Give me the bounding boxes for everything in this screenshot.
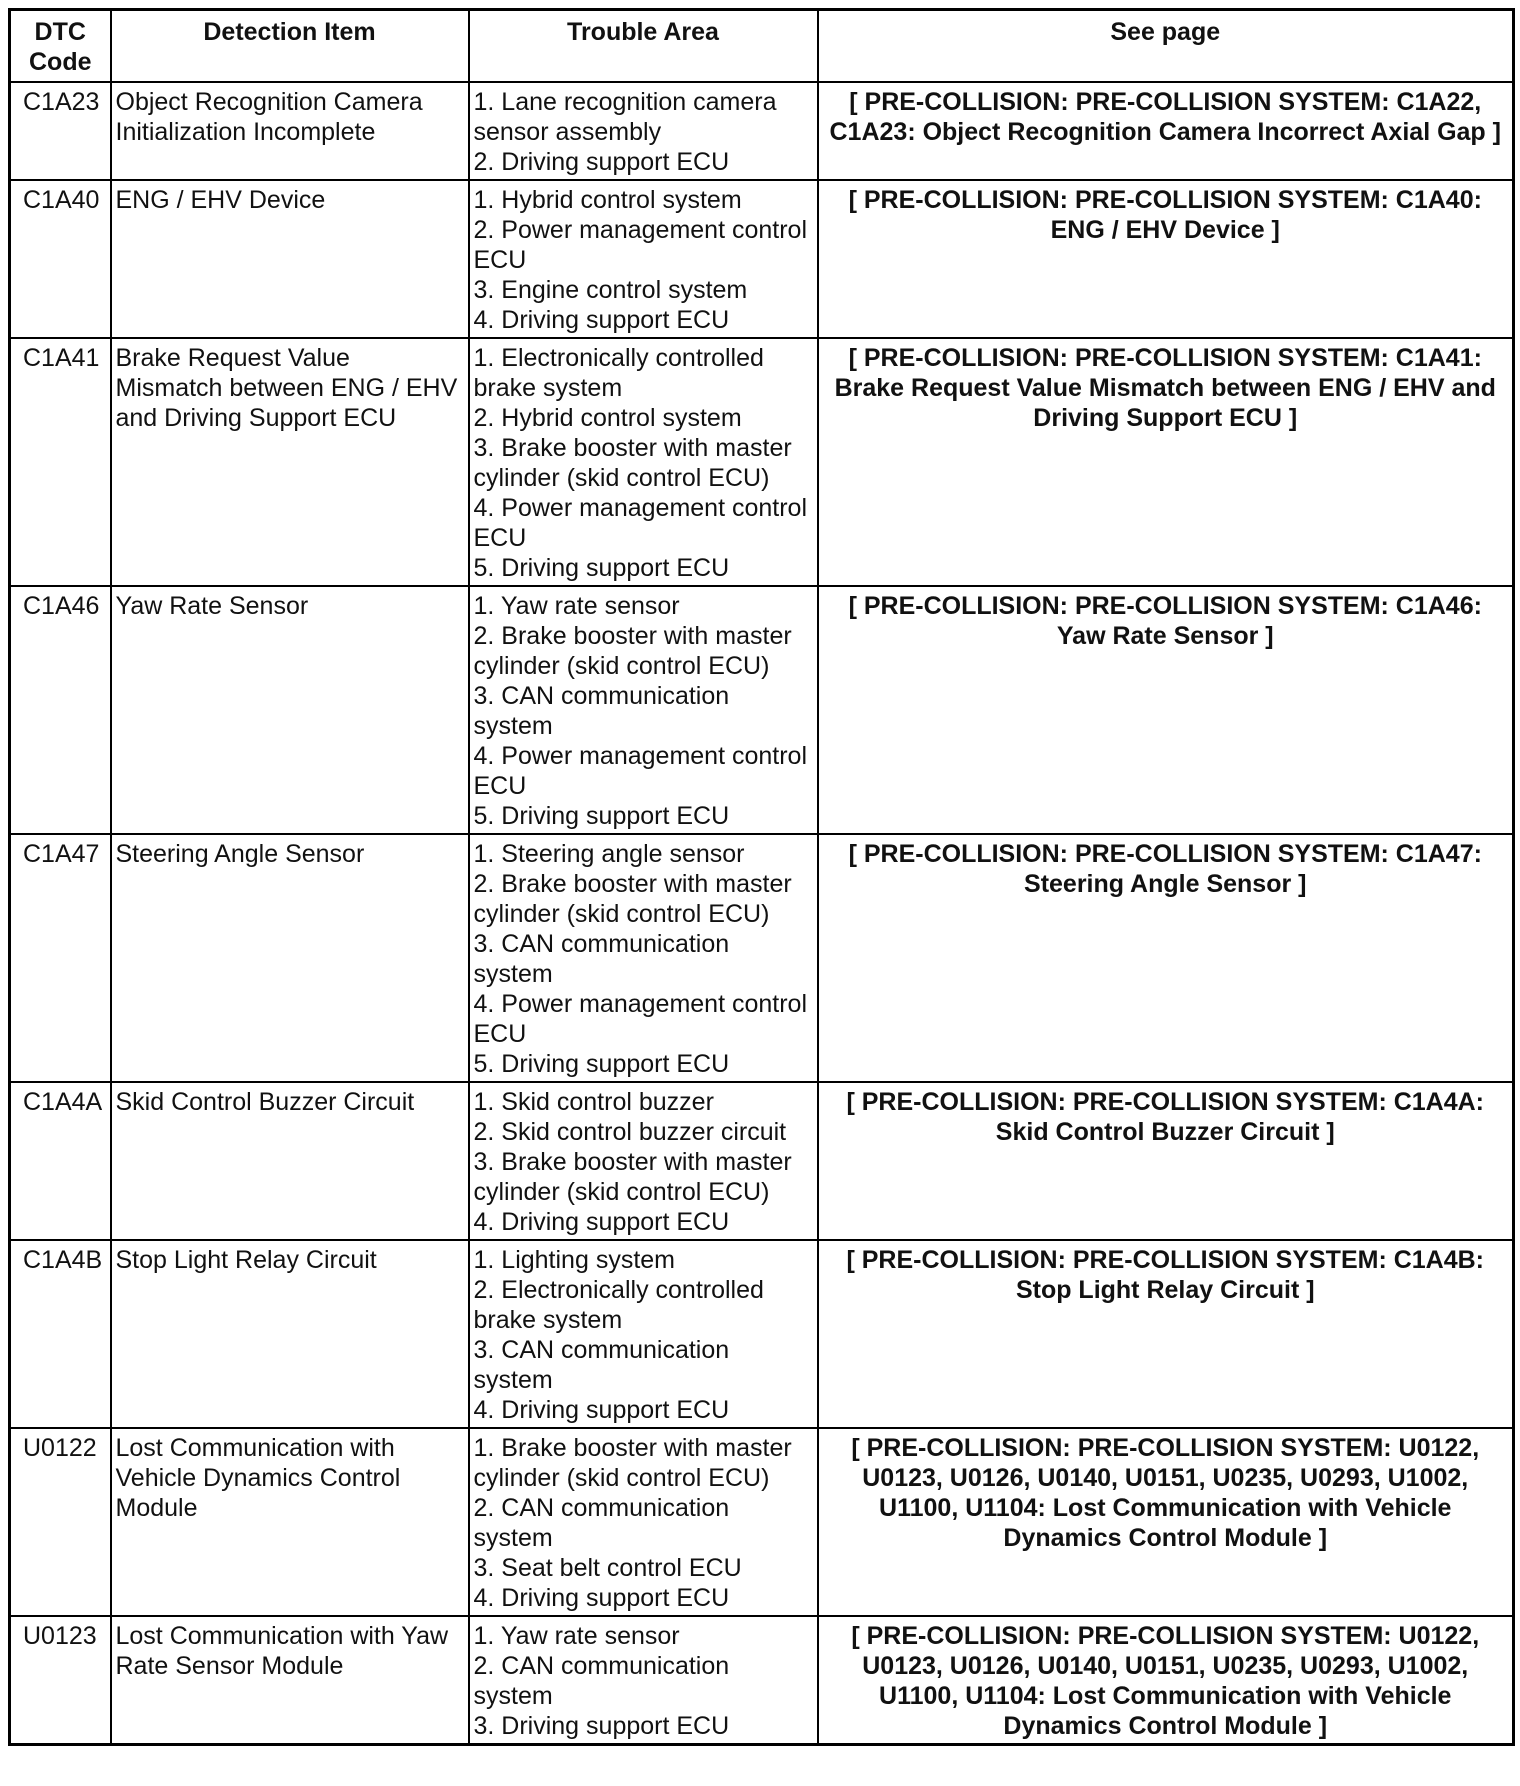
see-page-link[interactable]: [ PRE-COLLISION: PRE-COLLISION SYSTEM: C1A47: Steering Angle Sensor ]	[818, 834, 1514, 1082]
trouble-area-item: 2. Brake booster with master cylinder (skid control ECU)	[473, 622, 792, 680]
table-row	[10, 1240, 1514, 1428]
trouble-area-cell	[469, 586, 818, 834]
table-row	[10, 834, 1514, 1082]
trouble-area-item: 3. Seat belt control ECU	[473, 1554, 742, 1582]
trouble-area-item: 5. Driving support ECU	[473, 1050, 730, 1078]
trouble-area-item: 3. CAN communication system	[473, 1336, 730, 1394]
trouble-area-item: 4. Power management control ECU	[473, 742, 808, 800]
trouble-area-item: 2. Driving support ECU	[473, 148, 730, 176]
dtc-code-cell: C1A4A	[10, 1082, 111, 1240]
header-row	[10, 10, 1514, 83]
trouble-area-item: 1. Lane recognition camera sensor assembly	[473, 88, 777, 146]
detection-item-cell: Lost Communication with Vehicle Dynamics Control Module	[111, 1428, 469, 1616]
trouble-area-item: 4. Power management control ECU	[473, 990, 808, 1048]
trouble-area-item: 2. CAN communication system	[473, 1652, 730, 1710]
trouble-area-cell	[469, 834, 818, 1082]
table-row	[10, 1616, 1514, 1745]
trouble-area-item: 2. Brake booster with master cylinder (skid control ECU)	[473, 870, 792, 928]
dtc-table	[8, 8, 1515, 1746]
trouble-area-cell	[469, 1082, 818, 1240]
table-row	[10, 82, 1514, 180]
trouble-area-item: 1. Steering angle sensor	[473, 840, 745, 868]
detection-item-cell: Steering Angle Sensor	[111, 834, 469, 1082]
trouble-area-item: 1. Yaw rate sensor	[473, 1622, 680, 1650]
trouble-area-item: 3. Driving support ECU	[473, 1712, 730, 1740]
see-page-link[interactable]: [ PRE-COLLISION: PRE-COLLISION SYSTEM: C1A40: ENG / EHV Device ]	[818, 180, 1514, 338]
trouble-area-item: 2. Hybrid control system	[473, 404, 742, 432]
table-row	[10, 586, 1514, 834]
trouble-area-item: 1. Electronically controlled brake system	[473, 344, 764, 402]
table-row	[10, 1428, 1514, 1616]
dtc-code-cell: U0123	[10, 1616, 111, 1745]
detection-item-cell: ENG / EHV Device	[111, 180, 469, 338]
trouble-area-cell	[469, 180, 818, 338]
trouble-area-item: 2. CAN communication system	[473, 1494, 730, 1552]
trouble-area-item: 1. Yaw rate sensor	[473, 592, 680, 620]
trouble-area-item: 3. CAN communication system	[473, 930, 730, 988]
trouble-area-item: 1. Lighting system	[473, 1246, 675, 1274]
table-row	[10, 338, 1514, 586]
trouble-area-item: 5. Driving support ECU	[473, 554, 730, 582]
trouble-area-item: 4. Driving support ECU	[473, 1584, 730, 1612]
see-page-link[interactable]: [ PRE-COLLISION: PRE-COLLISION SYSTEM: C1A4B: Stop Light Relay Circuit ]	[818, 1240, 1514, 1428]
trouble-area-item: 3. CAN communication system	[473, 682, 730, 740]
dtc-code-cell: C1A40	[10, 180, 111, 338]
header-see-page: See page	[818, 10, 1514, 83]
trouble-area-item: 4. Driving support ECU	[473, 1208, 730, 1236]
trouble-area-item: 4. Driving support ECU	[473, 1396, 730, 1424]
see-page-link[interactable]: [ PRE-COLLISION: PRE-COLLISION SYSTEM: U0122, U0123, U0126, U0140, U0151, U0235, U0293, U1002, U1100, U1104: Lost Communication with Vehicle Dynamics Control Module ]	[818, 1428, 1514, 1616]
trouble-area-item: 4. Power management control ECU	[473, 494, 808, 552]
see-page-link[interactable]: [ PRE-COLLISION: PRE-COLLISION SYSTEM: C1A4A: Skid Control Buzzer Circuit ]	[818, 1082, 1514, 1240]
detection-item-cell: Yaw Rate Sensor	[111, 586, 469, 834]
dtc-code-cell: C1A4B	[10, 1240, 111, 1428]
header-dtc-code: DTC Code	[10, 10, 111, 83]
see-page-link[interactable]: [ PRE-COLLISION: PRE-COLLISION SYSTEM: C1A22, C1A23: Object Recognition Camera Incorrect Axial Gap ]	[818, 82, 1514, 180]
header-trouble-area: Trouble Area	[469, 10, 818, 83]
detection-item-cell: Brake Request Value Mismatch between ENG / EHV and Driving Support ECU	[111, 338, 469, 586]
trouble-area-cell	[469, 1428, 818, 1616]
trouble-area-item: 1. Hybrid control system	[473, 186, 742, 214]
trouble-area-item: 1. Brake booster with master cylinder (skid control ECU)	[473, 1434, 792, 1492]
dtc-code-cell: U0122	[10, 1428, 111, 1616]
table-row	[10, 1082, 1514, 1240]
dtc-code-cell: C1A41	[10, 338, 111, 586]
trouble-area-item: 3. Brake booster with master cylinder (skid control ECU)	[473, 1148, 792, 1206]
dtc-code-cell: C1A47	[10, 834, 111, 1082]
trouble-area-cell	[469, 1616, 818, 1745]
trouble-area-item: 3. Engine control system	[473, 276, 748, 304]
trouble-area-item: 4. Driving support ECU	[473, 306, 730, 334]
trouble-area-item: 2. Skid control buzzer circuit	[473, 1118, 787, 1146]
table-body	[10, 82, 1514, 1745]
see-page-link[interactable]: [ PRE-COLLISION: PRE-COLLISION SYSTEM: C1A41: Brake Request Value Mismatch between ENG / EHV and Driving Support ECU ]	[818, 338, 1514, 586]
see-page-link[interactable]: [ PRE-COLLISION: PRE-COLLISION SYSTEM: U0122, U0123, U0126, U0140, U0151, U0235, U0293, U1002, U1100, U1104: Lost Communication with Vehicle Dynamics Control Module ]	[818, 1616, 1514, 1745]
detection-item-cell: Stop Light Relay Circuit	[111, 1240, 469, 1428]
table-row	[10, 180, 1514, 338]
trouble-area-item: 2. Electronically controlled brake system	[473, 1276, 764, 1334]
trouble-area-cell	[469, 338, 818, 586]
trouble-area-item: 1. Skid control buzzer	[473, 1088, 714, 1116]
trouble-area-item: 5. Driving support ECU	[473, 802, 730, 830]
trouble-area-item: 3. Brake booster with master cylinder (skid control ECU)	[473, 434, 792, 492]
trouble-area-cell	[469, 82, 818, 180]
dtc-code-cell: C1A46	[10, 586, 111, 834]
detection-item-cell: Lost Communication with Yaw Rate Sensor Module	[111, 1616, 469, 1745]
trouble-area-cell	[469, 1240, 818, 1428]
header-detection-item: Detection Item	[111, 10, 469, 83]
see-page-link[interactable]: [ PRE-COLLISION: PRE-COLLISION SYSTEM: C1A46: Yaw Rate Sensor ]	[818, 586, 1514, 834]
detection-item-cell: Object Recognition Camera Initialization Incomplete	[111, 82, 469, 180]
detection-item-cell: Skid Control Buzzer Circuit	[111, 1082, 469, 1240]
dtc-code-cell: C1A23	[10, 82, 111, 180]
trouble-area-item: 2. Power management control ECU	[473, 216, 808, 274]
